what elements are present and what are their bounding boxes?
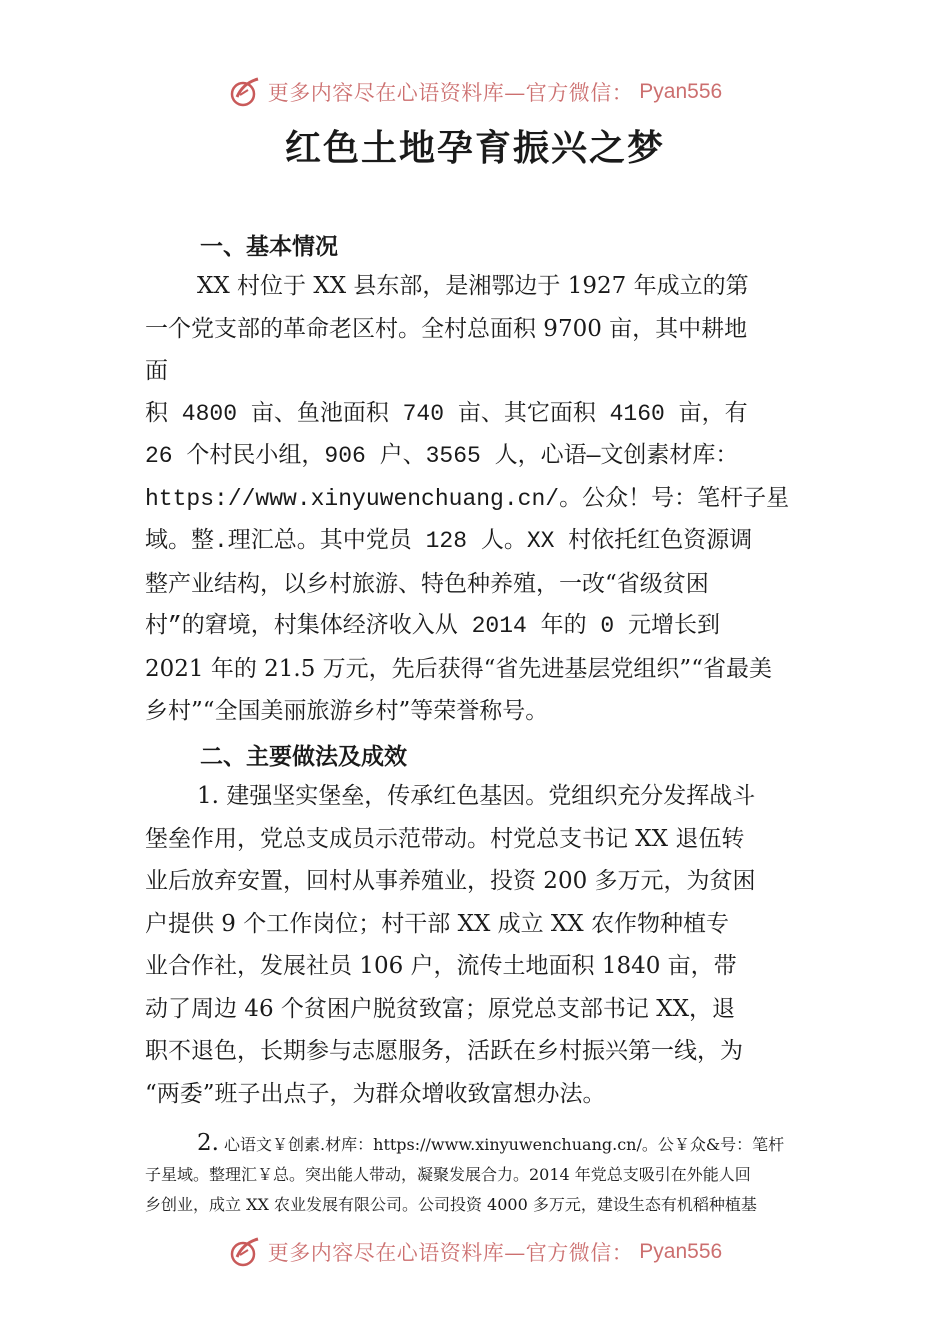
watermark-text: 更多内容尽在心语资料库—官方微信： (267, 1241, 634, 1265)
text-line: 积 4800 亩、鱼池面积 740 亩、其它面积 4160 亩，有 (145, 400, 748, 427)
text-line: 26 个村民小组，906 户、3565 人，心语—文创素材库： (145, 443, 739, 469)
text-line: 域。整.理汇总。其中党员 128 人。XX 村依托红色资源调 (145, 528, 753, 554)
watermark-wechat-id: Pyan556 (639, 1240, 723, 1263)
paragraph-talent (145, 1128, 810, 1220)
text-line: “两委”班子出点子，为群众增收致富想办法。 (145, 1080, 606, 1107)
text-line: 业合作社，发展社员 106 户，流传土地面积 1840 亩，带 (145, 953, 737, 979)
text-line: 动了周边 46 个贫困户脱贫致富；原党总支部书记 XX，退 (145, 995, 735, 1022)
text-line: 户提供 9 个工作岗位；村干部 XX 成立 XX 农作物种植专 (145, 910, 729, 937)
section-heading-practices: 二、主要做法及成效 (200, 744, 407, 770)
text-line: 面 (145, 358, 168, 384)
paragraph-practices (145, 775, 810, 1115)
brush-logo-icon (228, 75, 262, 109)
text-line: 整产业结构，以乡村旅游、特色种养殖，一改“省级贫困 (145, 570, 709, 597)
item-number: 2. (197, 1130, 219, 1156)
text-line: 子星域。整理汇￥总。突出能人带动，凝聚发展合力。2014 年党总支吸引在外能人回 (145, 1165, 751, 1184)
text-line: 一个党支部的革命老区村。全村总面积 9700 亩，其中耕地 (145, 315, 748, 342)
footer-watermark (0, 1232, 950, 1272)
paragraph-basic-situation (145, 265, 810, 733)
text-line: https://www.xinyuwenchuang.cn/。公众！号：笔杆子星 (145, 485, 790, 512)
text-line: 乡创业，成立 XX 农业发展有限公司。公司投资 4000 多万元，建设生态有机稻种植基 (145, 1195, 757, 1214)
text-line: 2021 年的 21.5 万元，先后获得“省先进基层党组织”“省最美 (145, 655, 772, 682)
text-line: 心语文￥创素.材库：https://www.xinyuwenchuang.cn/。公￥众&号：笔杆 (224, 1135, 785, 1154)
text-line: 村”的窘境，村集体经济收入从 2014 年的 0 元增长到 (145, 613, 721, 639)
header-watermark (0, 72, 950, 112)
brush-logo-icon (228, 1235, 262, 1269)
text-line: 乡村”“全国美丽旅游乡村”等荣誉称号。 (145, 698, 549, 724)
text-line: XX 村位于 XX 县东部，是湘鄂边于 1927 年成立的第 (197, 273, 749, 299)
text-line: 职不退色，长期参与志愿服务，活跃在乡村振兴第一线，为 (145, 1038, 743, 1064)
text-line: 业后放弃安置，回村从事养殖业，投资 200 多万元，为贫困 (145, 868, 756, 894)
watermark-wechat-id: Pyan556 (639, 80, 723, 103)
text-line: 1. 建强坚实堡垒，传承红色基因。党组织充分发挥战斗 (197, 783, 756, 809)
document-title: 红色土地孕育振兴之梦 (284, 127, 665, 169)
text-line: 堡垒作用，党总支成员示范带动。村党总支书记 XX 退伍转 (145, 825, 745, 852)
section-heading-basic: 一、基本情况 (200, 234, 338, 260)
watermark-text: 更多内容尽在心语资料库—官方微信： (267, 81, 634, 105)
